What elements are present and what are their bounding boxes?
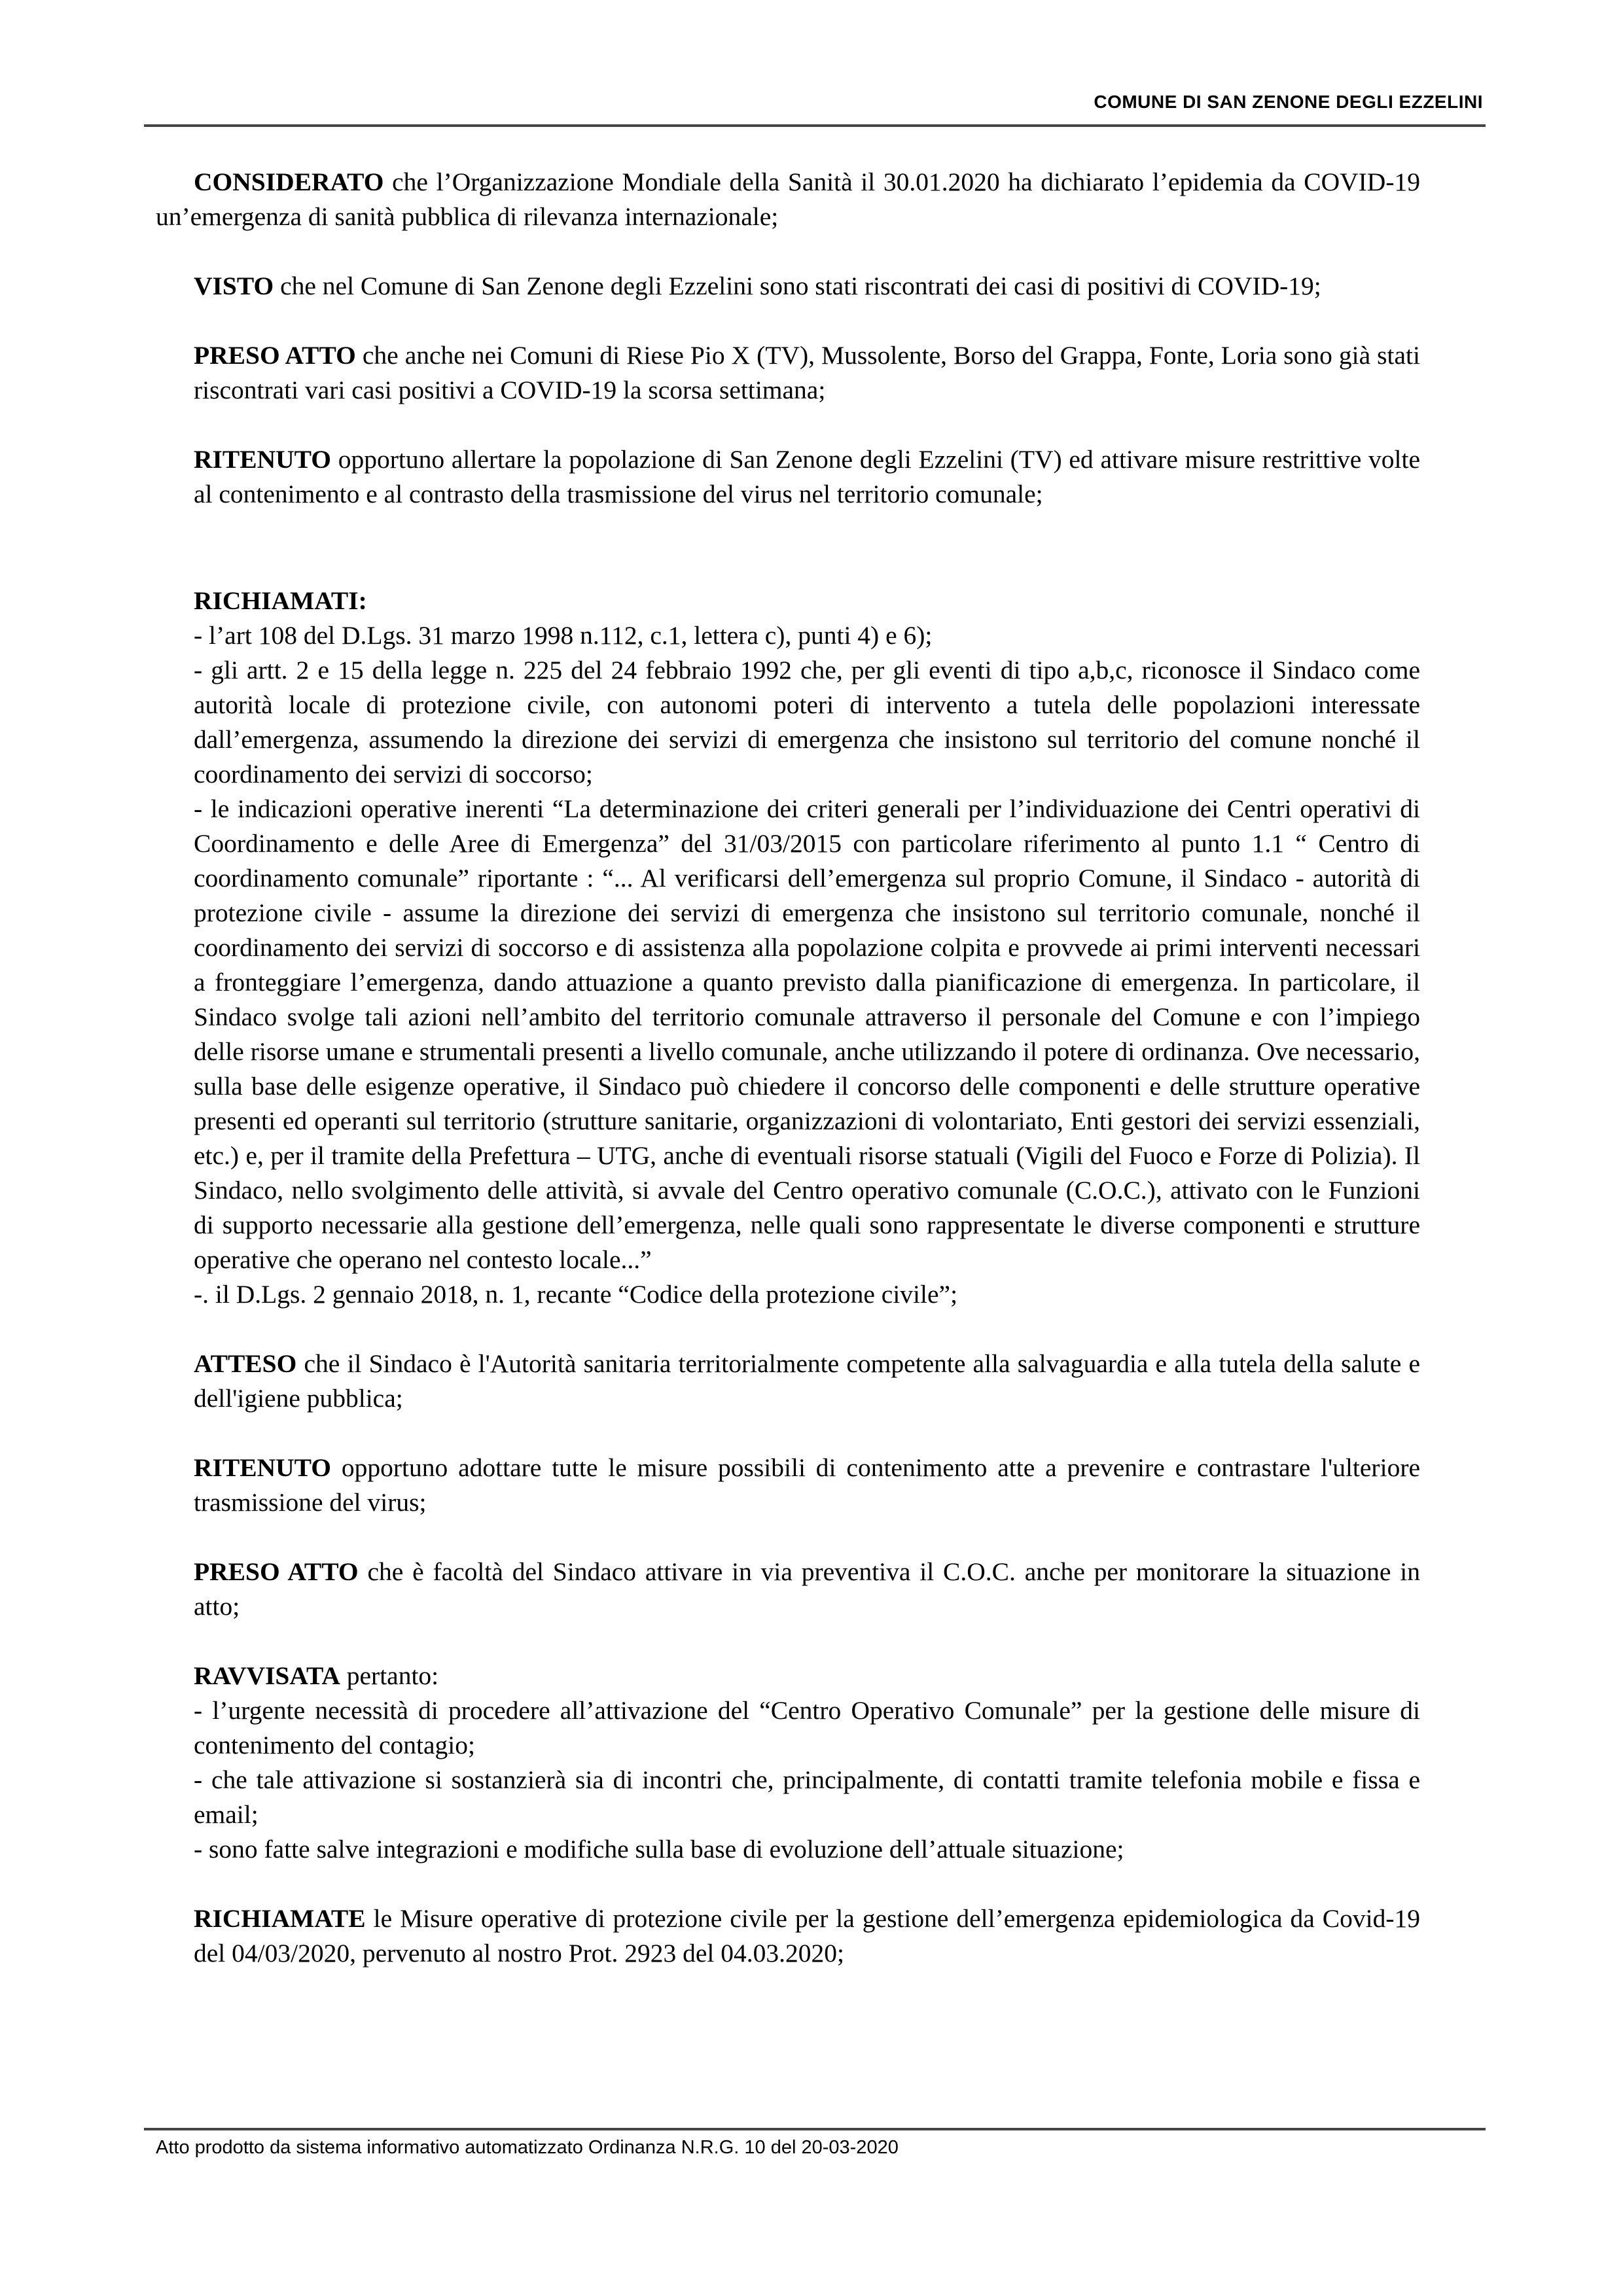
paragraph-visto [194,269,1420,304]
paragraph-richiamate [194,1901,1420,1971]
paragraph-text: che il Sindaco è l'Autorità sanitaria territorialmente competente alla salvaguardia e alla tutela della salute e dell'igiene pubblica; [194,1349,1420,1413]
document-body [156,165,1421,1971]
paragraph-text: le Misure operative di protezione civile per la gestione dell’emergenza epidemiologica da Covid-19 del 04/03/2020, pervenuto al nostro Prot. 2923 del 04.03.2020; [194,1904,1420,1968]
list-item: - gli artt. 2 e 15 della legge n. 225 del 24 febbraio 1992 che, per gli eventi di tipo a,b,c, riconosce il Sindaco come autorità locale di protezione civile, con autonomi poteri di intervento a tutela delle popolazioni interessate dall’emergenza, assumendo la direzione dei servizi di emergenza che insistono sul territorio del comune nonché il coordinamento dei servizi di soccorso; [194,656,1420,788]
keyword: VISTO [194,272,274,300]
footer-text: Atto prodotto da sistema informativo automatizzato Ordinanza N.R.G. 10 del 20-03-2020 [156,2137,899,2158]
list-item: - l’urgente necessità di procedere all’attivazione del “Centro Operativo Comunale” per la gestione delle misure di contenimento del contagio; [194,1696,1420,1759]
paragraph-atteso [194,1347,1420,1416]
paragraph-considerato [156,165,1420,234]
keyword: RICHIAMATI: [194,586,367,615]
keyword: PRESO ATTO [194,341,356,370]
keyword: RITENUTO [194,445,331,474]
paragraph-ritenuto-2 [194,1451,1420,1520]
list-item: -. il D.Lgs. 2 gennaio 2018, n. 1, recante “Codice della protezione civile”; [194,1280,958,1309]
keyword: PRESO ATTO [194,1557,359,1586]
paragraph-text: opportuno allertare la popolazione di San Zenone degli Ezzelini (TV) ed attivare misure restrittive volte al contenimento e al contrasto della trasmissione del virus nel territorio comunale; [194,445,1420,508]
paragraph-preso-atto-2 [194,1555,1420,1624]
page-header [144,90,1486,127]
paragraph-ritenuto [194,442,1420,512]
paragraph-text: che anche nei Comuni di Riese Pio X (TV), Mussolente, Borso del Grappa, Fonte, Loria sono già stati riscontrati vari casi positivi a COVID-19 la scorsa settimana; [194,341,1421,404]
section-ravvisata [194,1659,1420,1867]
paragraph-text: che è facoltà del Sindaco attivare in via preventiva il C.O.C. anche per monitorare la situazione in atto; [194,1557,1420,1621]
paragraph-text: pertanto: [340,1661,439,1690]
list-item: - che tale attivazione si sostanzierà sia di incontri che, principalmente, di contatti tramite telefonia mobile e fissa e email; [194,1765,1420,1829]
paragraph-preso-atto [194,338,1420,408]
section-heading [194,584,1420,618]
section-heading [194,1659,1420,1693]
section-richiamati [194,584,1420,1312]
keyword: RAVVISATA [194,1661,340,1690]
paragraph-text: che l’Organizzazione Mondiale della Sanità il 30.01.2020 ha dichiarato l’epidemia da COVID-19 un’emergenza di sanità pubblica di rilevanza internazionale; [156,168,1420,231]
keyword: CONSIDERATO [194,168,384,196]
keyword: RICHIAMATE [194,1904,366,1933]
paragraph-text: che nel Comune di San Zenone degli Ezzelini sono stati riscontrati dei casi di positivi di COVID-19; [274,272,1321,300]
list-item: - l’art 108 del D.Lgs. 31 marzo 1998 n.112, c.1, lettera c), punti 4) e 6); [194,621,933,650]
header-title: COMUNE DI SAN ZENONE DEGLI EZZELINI [1094,92,1483,112]
list-item: - le indicazioni operative inerenti “La determinazione dei criteri generali per l’individuazione dei Centri operativi di Coordinamento e delle Aree di Emergenza” del 31/03/2015 con particolare riferimento al punto 1.1 “ Centro di coordinamento comunale” riportante : “... Al verificarsi dell’emergenza sul proprio Comune, il Sindaco - autorità di protezione civile - assume la direzione dei servizi di emergenza che insistono sul territorio comunale, nonché il coordinamento dei servizi di soccorso e di assistenza alla popolazione colpita e provvede ai primi interventi necessari a fronteggiare l’emergenza, dando attuazione a quanto previsto dalla pianificazione di emergenza. In particolare, il Sindaco svolge tali azioni nell’ambito del territorio comunale attraverso il personale del Comune e con l’impiego delle risorse umane e strumentali presenti a livello comunale, anche utilizzando il potere di ordinanza. Ove necessario, sulla base delle esigenze operative, il Sindaco può chiedere il concorso delle componenti e delle strutture operative presenti ed operanti sul territorio (strutture sanitarie, organizzazioni di volontariato, Enti gestori dei servizi essenziali, etc.) e, per il tramite della Prefettura – UTG, anche di eventuali risorse statuali (Vigili del Fuoco e Forze di Polizia). Il Sindaco, nello svolgimento delle attività, si avvale del Centro operativo comunale (C.O.C.), attivato con le Funzioni di supporto necessarie alla gestione dell’emergenza, nelle quali sono rappresentate le diverse componenti e strutture operative che operano nel contesto locale...” [194,794,1420,1274]
keyword: ATTESO [194,1349,297,1378]
paragraph-text: opportuno adottare tutte le misure possibili di contenimento atte a prevenire e contrastare l'ulteriore trasmissione del virus; [194,1453,1420,1517]
page-footer [144,2128,1486,2158]
list-item: - sono fatte salve integrazioni e modifiche sulla base di evoluzione dell’attuale situazione; [194,1835,1124,1863]
keyword: RITENUTO [194,1453,331,1482]
